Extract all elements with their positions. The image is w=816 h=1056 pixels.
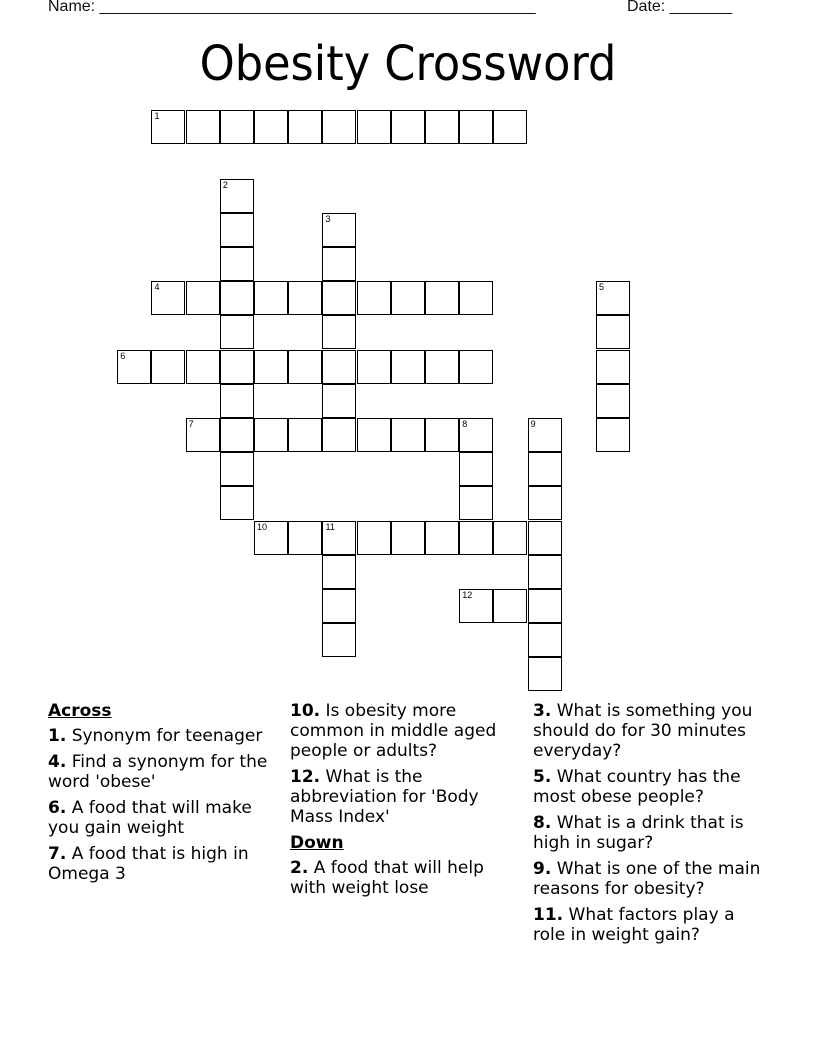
clue-number-label: 5 xyxy=(599,282,605,293)
clue-text: Synonym for teenager xyxy=(71,726,263,746)
crossword-cell[interactable] xyxy=(220,110,254,144)
clue-number: 4. xyxy=(48,752,67,772)
crossword-cell[interactable] xyxy=(254,350,288,384)
clue-number: 2. xyxy=(290,858,309,878)
crossword-cell[interactable] xyxy=(151,350,185,384)
crossword-cell[interactable] xyxy=(459,418,493,452)
crossword-cell[interactable] xyxy=(220,247,254,281)
crossword-cell[interactable] xyxy=(459,110,493,144)
clue-number: 7. xyxy=(48,844,67,864)
crossword-cell[interactable] xyxy=(528,657,562,691)
crossword-cell[interactable] xyxy=(357,418,391,452)
crossword-cell[interactable] xyxy=(596,418,630,452)
crossword-cell[interactable] xyxy=(528,521,562,555)
clue-item xyxy=(290,701,522,761)
clue-text: A food that will make you gain weight xyxy=(48,798,252,838)
crossword-cell[interactable] xyxy=(528,555,562,589)
crossword-cell[interactable] xyxy=(322,247,356,281)
crossword-cell[interactable] xyxy=(459,521,493,555)
crossword-cell[interactable] xyxy=(186,418,220,452)
crossword-cell[interactable] xyxy=(322,555,356,589)
crossword-cell[interactable] xyxy=(288,110,322,144)
crossword-cell[interactable] xyxy=(391,110,425,144)
clue-column-3 xyxy=(533,701,765,951)
crossword-cell[interactable] xyxy=(254,110,288,144)
clue-text: What factors play a role in weight gain? xyxy=(533,905,735,945)
clue-item xyxy=(48,798,280,838)
clue-number-label: 2 xyxy=(222,179,228,190)
crossword-cell[interactable] xyxy=(254,418,288,452)
crossword-cell[interactable] xyxy=(357,110,391,144)
clue-column-1 xyxy=(48,701,280,890)
crossword-cell[interactable] xyxy=(528,623,562,657)
crossword-cell[interactable] xyxy=(220,452,254,486)
crossword-cell[interactable] xyxy=(254,281,288,315)
crossword-cell[interactable] xyxy=(322,418,356,452)
crossword-cell[interactable] xyxy=(425,350,459,384)
clue-text: Find a synonym for the word 'obese' xyxy=(48,752,268,792)
clue-text: What country has the most obese people? xyxy=(533,767,741,807)
crossword-cell[interactable] xyxy=(391,281,425,315)
crossword-cell[interactable] xyxy=(220,486,254,520)
crossword-cell[interactable] xyxy=(391,350,425,384)
crossword-cell[interactable] xyxy=(596,350,630,384)
clue-item xyxy=(290,767,522,827)
crossword-cell[interactable] xyxy=(322,384,356,418)
crossword-cell[interactable] xyxy=(220,179,254,213)
clue-number-label: 1 xyxy=(154,111,160,122)
clue-number-label: 10 xyxy=(257,521,268,532)
crossword-cell[interactable] xyxy=(186,281,220,315)
crossword-cell[interactable] xyxy=(493,589,527,623)
crossword-cell[interactable] xyxy=(220,384,254,418)
clue-number: 6. xyxy=(48,798,67,818)
clue-item xyxy=(48,752,280,792)
clue-column-2 xyxy=(290,701,522,904)
crossword-cell[interactable] xyxy=(459,281,493,315)
crossword-cell[interactable] xyxy=(391,418,425,452)
crossword-cell[interactable] xyxy=(596,384,630,418)
crossword-cell[interactable] xyxy=(357,350,391,384)
clue-item xyxy=(48,844,280,884)
crossword-cell[interactable] xyxy=(151,281,185,315)
clue-number: 5. xyxy=(533,767,552,787)
clue-text: A food that is high in Omega 3 xyxy=(48,844,249,884)
clue-number-label: 6 xyxy=(120,350,126,361)
clue-text: A food that will help with weight lose xyxy=(290,858,484,898)
clue-number-label: 4 xyxy=(154,282,160,293)
crossword-cell[interactable] xyxy=(151,110,185,144)
crossword-cell[interactable] xyxy=(528,486,562,520)
crossword-cell[interactable] xyxy=(220,213,254,247)
crossword-cell[interactable] xyxy=(322,589,356,623)
clue-item xyxy=(533,905,765,945)
crossword-cell[interactable] xyxy=(596,281,630,315)
crossword-cell[interactable] xyxy=(288,350,322,384)
crossword-cell[interactable] xyxy=(186,110,220,144)
name-field-label: Name: _________________________________________________ xyxy=(48,0,536,15)
crossword-cell[interactable] xyxy=(425,281,459,315)
clue-text: What is one of the main reasons for obesity? xyxy=(533,859,761,899)
crossword-cell[interactable] xyxy=(493,521,527,555)
clue-number-label: 3 xyxy=(325,213,331,224)
clue-number-label: 12 xyxy=(462,590,473,601)
clue-number: 11. xyxy=(533,905,564,925)
crossword-cell[interactable] xyxy=(220,350,254,384)
clue-text: What is something you should do for 30 minutes everyday? xyxy=(533,701,753,761)
crossword-cell[interactable] xyxy=(288,418,322,452)
clue-number: 8. xyxy=(533,813,552,833)
crossword-cell[interactable] xyxy=(322,110,356,144)
crossword-cell[interactable] xyxy=(528,418,562,452)
crossword-cell[interactable] xyxy=(357,281,391,315)
crossword-cell[interactable] xyxy=(425,521,459,555)
crossword-cell[interactable] xyxy=(288,281,322,315)
crossword-cell[interactable] xyxy=(220,418,254,452)
clue-text: What is a drink that is high in sugar? xyxy=(533,813,744,853)
crossword-cell[interactable] xyxy=(186,350,220,384)
crossword-cell[interactable] xyxy=(322,281,356,315)
crossword-cell[interactable] xyxy=(425,418,459,452)
clue-number: 3. xyxy=(533,701,552,721)
clue-number: 10. xyxy=(290,701,321,721)
clue-section-heading: Down xyxy=(290,833,344,853)
clue-item xyxy=(533,767,765,807)
clue-number: 12. xyxy=(290,767,321,787)
crossword-cell[interactable] xyxy=(117,350,151,384)
date-field-label: Date: _______ xyxy=(627,0,732,15)
clue-item xyxy=(533,701,765,761)
crossword-cell[interactable] xyxy=(459,350,493,384)
clue-text: What is the abbreviation for 'Body Mass Index' xyxy=(290,767,479,827)
clue-number-label: 8 xyxy=(462,419,468,430)
crossword-cell[interactable] xyxy=(425,110,459,144)
crossword-cell[interactable] xyxy=(459,589,493,623)
crossword-cell[interactable] xyxy=(288,521,322,555)
clue-text: Is obesity more common in middle aged people or adults? xyxy=(290,701,497,761)
clue-number-label: 11 xyxy=(325,521,335,532)
crossword-cell[interactable] xyxy=(220,281,254,315)
clue-number-label: 9 xyxy=(530,419,536,430)
clue-number: 9. xyxy=(533,859,552,879)
clue-number-label: 7 xyxy=(188,419,194,430)
crossword-cell[interactable] xyxy=(357,521,391,555)
clue-number: 1. xyxy=(48,726,67,746)
crossword-cell[interactable] xyxy=(254,521,288,555)
crossword-cell[interactable] xyxy=(220,315,254,349)
crossword-cell[interactable] xyxy=(391,521,425,555)
clue-section-heading: Across xyxy=(48,701,112,721)
crossword-cell[interactable] xyxy=(322,521,356,555)
clue-item xyxy=(533,813,765,853)
clue-item xyxy=(290,858,522,898)
clue-item xyxy=(533,859,765,899)
crossword-cell[interactable] xyxy=(528,589,562,623)
crossword-cell[interactable] xyxy=(528,452,562,486)
crossword-cell[interactable] xyxy=(322,315,356,349)
crossword-cell[interactable] xyxy=(322,213,356,247)
clue-item xyxy=(48,726,280,746)
page-title: Obesity Crossword xyxy=(199,36,617,92)
crossword-cell[interactable] xyxy=(459,452,493,486)
crossword-cell[interactable] xyxy=(322,350,356,384)
crossword-cell[interactable] xyxy=(493,110,527,144)
crossword-cell[interactable] xyxy=(322,623,356,657)
crossword-cell[interactable] xyxy=(459,486,493,520)
crossword-cell[interactable] xyxy=(596,315,630,349)
